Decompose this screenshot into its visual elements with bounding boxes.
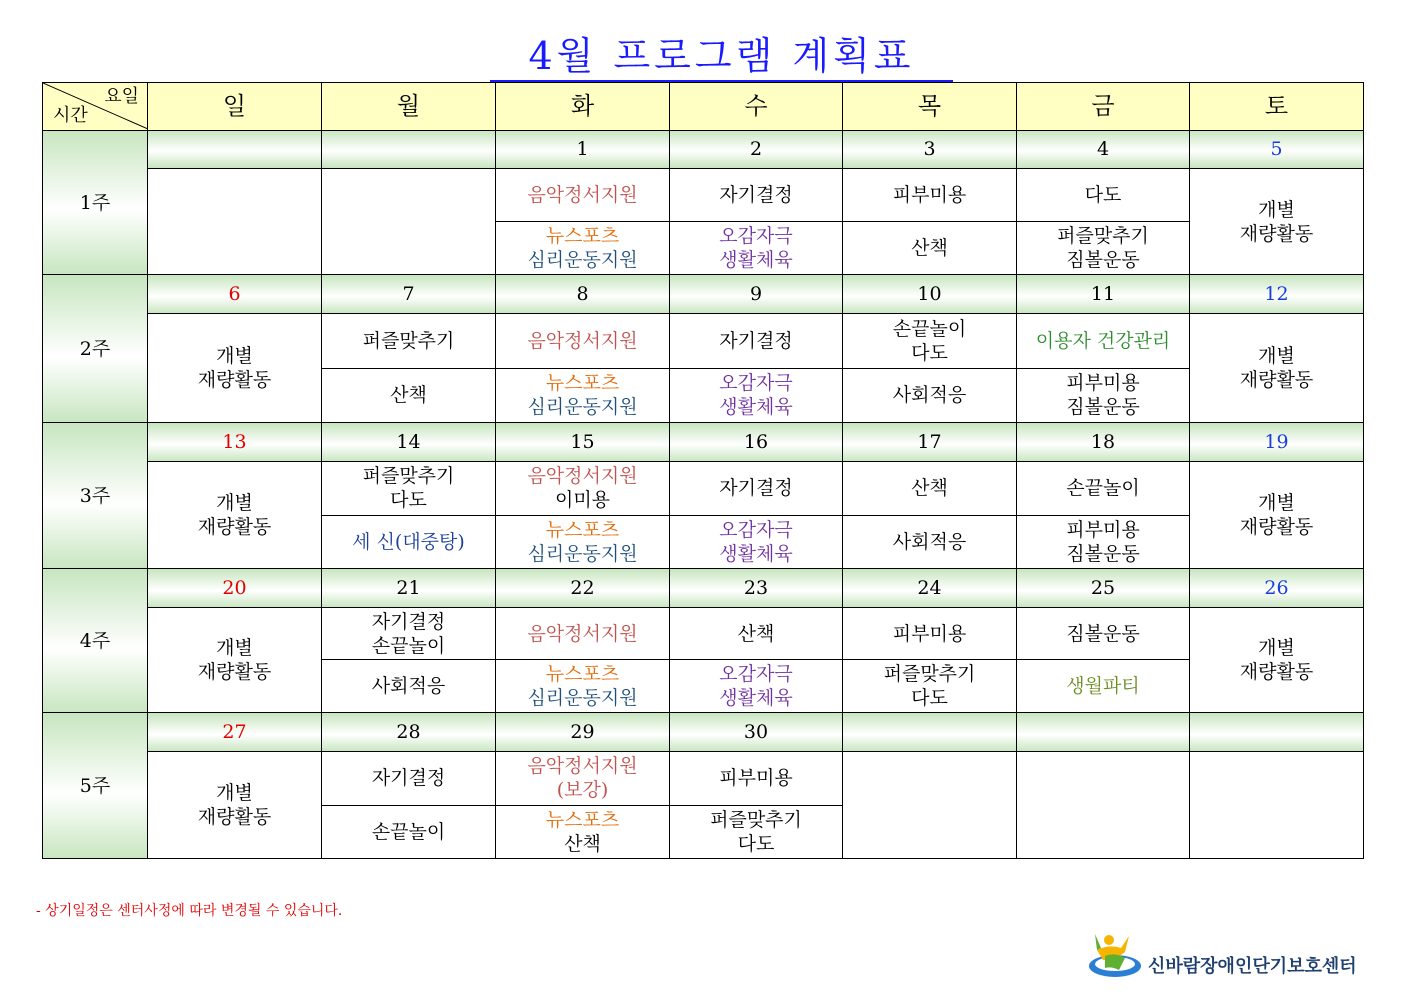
date-cell: 22 — [496, 569, 670, 607]
program-cell: 사회적응 — [843, 515, 1017, 569]
program-cell: 짐볼운동 — [1017, 607, 1190, 660]
program-row — [43, 169, 1364, 222]
program-text: 심리운동지원 — [527, 249, 638, 272]
week-label: 2주 — [43, 275, 148, 423]
program-cell: 손끝놀이 — [1017, 461, 1190, 515]
program-cell: 이용자 건강관리 — [1017, 313, 1190, 368]
date-cell: 29 — [496, 713, 670, 751]
header-row — [43, 83, 1364, 131]
program-cell — [670, 806, 843, 859]
program-cell: 자기결정 — [670, 169, 843, 222]
program-text: 다도 — [737, 833, 775, 856]
program-text: 피부미용 — [1066, 518, 1140, 541]
week-label: 3주 — [43, 423, 148, 569]
program-cell — [1190, 461, 1364, 568]
program-cell — [1190, 313, 1364, 422]
program-text: 자기결정 — [371, 610, 446, 633]
program-cell — [670, 368, 843, 423]
date-cell: 23 — [670, 569, 843, 607]
program-cell — [1190, 607, 1364, 712]
program-text: 뉴스포츠 — [545, 518, 620, 541]
program-text: 손끝놀이 — [892, 317, 967, 340]
notice-text: - 상기일정은 센터사정에 따라 변경될 수 있습니다. — [36, 903, 343, 919]
date-row-week-2 — [43, 275, 1364, 313]
program-text: 뉴스포츠 — [545, 809, 620, 832]
center-logo-text: 신바람장애인단기보호센터 — [1148, 956, 1357, 977]
date-cell: 18 — [1017, 423, 1190, 461]
program-text: 생활체육 — [719, 249, 793, 272]
program-row — [43, 751, 1364, 806]
program-text: 오감자극 — [719, 225, 793, 248]
date-cell: 21 — [322, 569, 496, 607]
date-cell: 13 — [148, 423, 322, 461]
program-text: 다도 — [911, 341, 948, 364]
program-text: 재량활동 — [197, 805, 272, 828]
program-cell: 음악정서지원 — [496, 607, 670, 660]
program-cell — [148, 751, 322, 858]
program-cell — [322, 461, 496, 515]
program-text: 재량활동 — [197, 369, 272, 392]
title-underline — [490, 30, 953, 82]
date-cell: 15 — [496, 423, 670, 461]
program-cell — [496, 660, 670, 713]
program-cell: 산책 — [843, 221, 1017, 275]
program-text: 재량활동 — [1239, 222, 1314, 245]
program-text: 개별 — [1258, 345, 1295, 368]
program-cell — [148, 461, 322, 568]
program-cell: 자기결정 — [670, 313, 843, 368]
program-cell — [1017, 368, 1190, 423]
program-text: 퍼즐맞추기 — [710, 809, 802, 832]
date-row-week-1 — [43, 130, 1364, 168]
program-text: 음악정서지원 — [527, 465, 638, 488]
program-text: 뉴스포츠 — [545, 225, 620, 248]
day-header-thu: 목 — [843, 83, 1017, 131]
program-cell — [496, 461, 670, 515]
page-title: 4월 프로그램 계획표 — [528, 34, 915, 78]
date-cell — [322, 130, 496, 168]
date-cell — [1190, 713, 1364, 751]
date-cell: 1 — [496, 130, 670, 168]
program-text: 짐볼운동 — [1066, 249, 1140, 272]
week-label: 4주 — [43, 569, 148, 713]
program-cell: 피부미용 — [843, 607, 1017, 660]
corner-cell — [43, 83, 148, 131]
program-text: 다도 — [911, 687, 948, 710]
program-text: 생활체육 — [719, 396, 793, 419]
day-header-mon: 월 — [322, 83, 496, 131]
day-header-wed: 수 — [670, 83, 843, 131]
empty-cell — [1017, 751, 1190, 858]
program-text: 생활체육 — [719, 542, 793, 565]
empty-cell — [1190, 751, 1364, 858]
program-cell — [670, 221, 843, 275]
program-text: 피부미용 — [1066, 372, 1140, 395]
date-cell: 11 — [1017, 275, 1190, 313]
program-text: 퍼즐맞추기 — [1057, 225, 1149, 248]
program-text: 개별 — [1258, 198, 1295, 221]
program-cell — [496, 751, 670, 806]
date-cell — [1017, 713, 1190, 751]
date-cell: 16 — [670, 423, 843, 461]
date-cell: 17 — [843, 423, 1017, 461]
program-cell: 사회적응 — [322, 660, 496, 713]
program-cell: 산책 — [670, 607, 843, 660]
date-cell: 8 — [496, 275, 670, 313]
program-text: 개별 — [1258, 492, 1295, 515]
program-row — [43, 607, 1364, 660]
program-text: 재량활동 — [1239, 369, 1314, 392]
date-cell: 20 — [148, 569, 322, 607]
week-label: 1주 — [43, 130, 148, 275]
date-cell: 24 — [843, 569, 1017, 607]
program-row — [43, 461, 1364, 515]
program-text: 퍼즐맞추기 — [883, 663, 976, 686]
program-text: 음악정서지원 — [527, 755, 638, 778]
program-text: 개별 — [1258, 636, 1295, 659]
program-cell — [496, 368, 670, 423]
program-text: 심리운동지원 — [527, 396, 638, 419]
program-cell: 음악정서지원 — [496, 169, 670, 222]
date-cell: 6 — [148, 275, 322, 313]
program-cell: 자기결정 — [322, 751, 496, 806]
program-text: 다도 — [390, 489, 427, 512]
program-text: 짐볼운동 — [1066, 396, 1140, 419]
program-cell — [1190, 169, 1364, 275]
date-cell: 4 — [1017, 130, 1190, 168]
program-cell — [670, 660, 843, 713]
program-cell: 자기결정 — [670, 461, 843, 515]
program-text: 재량활동 — [1239, 516, 1314, 539]
schedule-table — [42, 82, 1364, 859]
program-cell: 손끝놀이 — [322, 806, 496, 859]
program-text: 산책 — [564, 833, 601, 856]
date-cell: 9 — [670, 275, 843, 313]
date-row-week-5 — [43, 713, 1364, 751]
program-text: 뉴스포츠 — [545, 372, 620, 395]
program-text: 재량활동 — [1239, 660, 1314, 683]
day-header-sun: 일 — [148, 83, 322, 131]
program-cell: 산책 — [843, 461, 1017, 515]
date-cell — [148, 130, 322, 168]
program-text: 심리운동지원 — [527, 687, 638, 710]
week-label: 5주 — [43, 713, 148, 859]
program-cell: 세 신(대중탕) — [322, 515, 496, 569]
program-cell: 음악정서지원 — [496, 313, 670, 368]
date-cell: 10 — [843, 275, 1017, 313]
date-cell: 25 — [1017, 569, 1190, 607]
program-text: 이미용 — [554, 489, 611, 512]
program-cell: 산책 — [322, 368, 496, 423]
date-cell: 28 — [322, 713, 496, 751]
program-text: 뉴스포츠 — [545, 663, 620, 686]
program-cell — [670, 515, 843, 569]
corner-time-label: 시간 — [53, 104, 88, 126]
program-text: 생활체육 — [719, 687, 793, 710]
program-cell — [148, 607, 322, 712]
date-cell — [843, 713, 1017, 751]
program-text: 재량활동 — [197, 516, 272, 539]
program-cell: 사회적응 — [843, 368, 1017, 423]
date-cell: 30 — [670, 713, 843, 751]
day-header-fri: 금 — [1017, 83, 1190, 131]
date-cell: 7 — [322, 275, 496, 313]
day-header-tue: 화 — [496, 83, 670, 131]
program-text: 짐볼운동 — [1066, 542, 1140, 565]
program-text: 오감자극 — [719, 372, 793, 395]
date-cell: 3 — [843, 130, 1017, 168]
program-text: 개별 — [216, 781, 253, 804]
date-row-week-3 — [43, 423, 1364, 461]
program-cell — [322, 607, 496, 660]
program-text: 개별 — [216, 345, 253, 368]
program-cell — [843, 313, 1017, 368]
program-cell — [1017, 221, 1190, 275]
program-cell: 피부미용 — [670, 751, 843, 806]
date-cell: 14 — [322, 423, 496, 461]
program-cell — [496, 806, 670, 859]
program-cell — [843, 660, 1017, 713]
program-cell — [148, 169, 322, 275]
program-cell — [322, 169, 496, 275]
date-row-week-4 — [43, 569, 1364, 607]
program-row — [43, 313, 1364, 368]
date-cell: 19 — [1190, 423, 1364, 461]
date-cell: 27 — [148, 713, 322, 751]
program-text: 개별 — [216, 492, 253, 515]
date-cell: 26 — [1190, 569, 1364, 607]
day-header-sat: 토 — [1190, 83, 1364, 131]
program-cell: 생월파티 — [1017, 660, 1190, 713]
program-text: 오감자극 — [719, 518, 793, 541]
program-cell — [496, 221, 670, 275]
program-cell — [496, 515, 670, 569]
date-cell: 2 — [670, 130, 843, 168]
program-cell: 퍼즐맞추기 — [322, 313, 496, 368]
corner-weekday-label: 요일 — [104, 86, 139, 107]
program-text: 개별 — [216, 636, 253, 659]
empty-cell — [843, 751, 1017, 858]
program-text: 퍼즐맞추기 — [362, 465, 455, 488]
program-cell — [1017, 515, 1190, 569]
program-cell: 다도 — [1017, 169, 1190, 222]
program-text: 재량활동 — [197, 660, 272, 683]
program-text: 손끝놀이 — [371, 634, 446, 657]
program-text: 심리운동지원 — [527, 542, 638, 565]
program-cell: 피부미용 — [843, 169, 1017, 222]
date-cell: 5 — [1190, 130, 1364, 168]
date-cell: 12 — [1190, 275, 1364, 313]
program-text: (보강) — [556, 779, 609, 802]
program-text: 오감자극 — [719, 663, 793, 686]
program-cell — [148, 313, 322, 422]
